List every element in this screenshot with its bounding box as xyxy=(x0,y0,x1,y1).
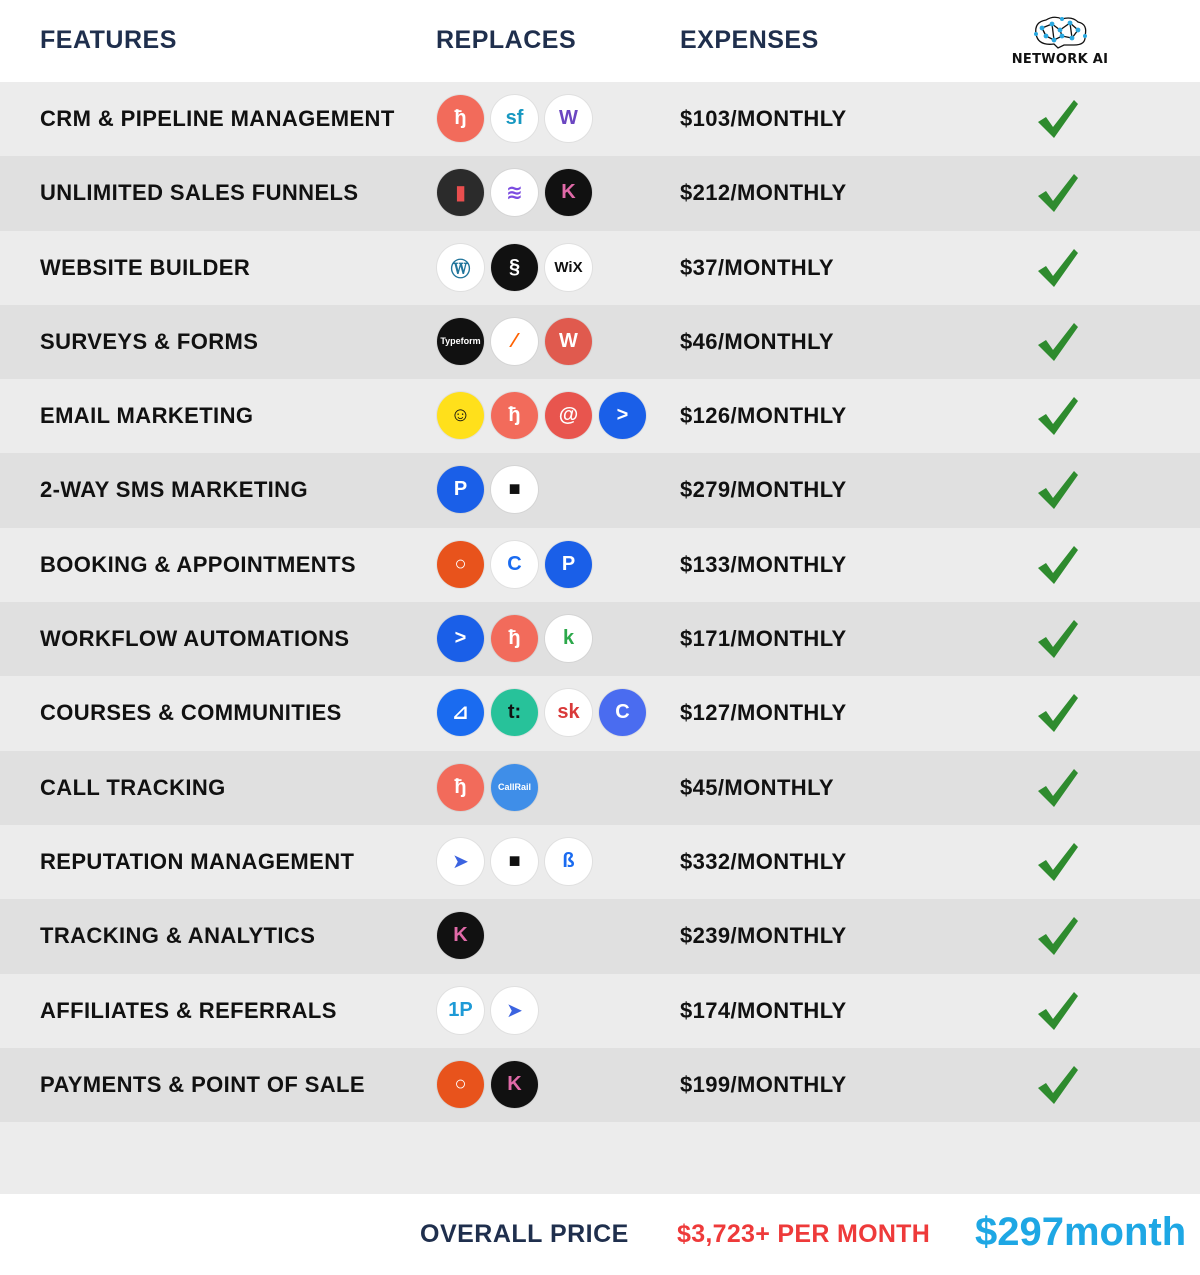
table-row xyxy=(0,528,1200,602)
price-footer xyxy=(0,1194,1200,1275)
mailchimp-icon: ☺ xyxy=(437,392,484,439)
expense-value: $45/MONTHLY xyxy=(680,774,834,800)
check-icon xyxy=(1036,915,1080,957)
replaced-tools xyxy=(437,541,592,588)
table-row xyxy=(0,305,1200,379)
table-header xyxy=(0,0,1200,80)
table-row xyxy=(0,156,1200,230)
expense-value: $103/MONTHLY xyxy=(680,106,847,131)
table-row xyxy=(0,82,1200,156)
paper-plane-icon: ➤ xyxy=(491,987,538,1034)
replaced-tools xyxy=(437,689,646,736)
constant-contact-icon: @ xyxy=(545,392,592,439)
feature-name: 2-WAY SMS MARKETING xyxy=(40,477,308,503)
feature-name: REPUTATION MANAGEMENT xyxy=(40,848,355,874)
expense-value: $212/MONTHLY xyxy=(680,180,847,206)
table-row xyxy=(0,231,1200,305)
birdeye-icon: ■ xyxy=(491,838,538,885)
check-icon xyxy=(1036,841,1080,883)
old-price: $3,723+ PER MONTH xyxy=(677,1220,931,1248)
new-price: $297month xyxy=(975,1210,1187,1254)
wordpress-icon: Ⓦ xyxy=(437,244,484,291)
squarespace-icon: § xyxy=(491,244,538,291)
birdeye-icon: ■ xyxy=(491,466,538,513)
brand-name: NETWORK AI xyxy=(1011,52,1109,67)
activecampaign-icon: > xyxy=(437,615,484,662)
expense-value: $279/MONTHLY xyxy=(680,477,847,503)
check-icon xyxy=(1036,321,1080,363)
expense-value: $239/MONTHLY xyxy=(680,923,847,949)
skool-icon: sk xyxy=(545,689,592,736)
teachable-icon: t: xyxy=(491,689,538,736)
expense-value: $46/MONTHLY xyxy=(680,328,834,354)
check-icon xyxy=(1036,172,1080,214)
table-row xyxy=(0,453,1200,527)
check-icon xyxy=(1036,395,1080,437)
activecampaign-icon: > xyxy=(599,392,646,439)
replaced-tools xyxy=(437,912,484,959)
feature-name: WORKFLOW AUTOMATIONS xyxy=(40,626,350,652)
replaced-tools xyxy=(437,1061,538,1108)
hubspot-icon: ђ xyxy=(437,764,484,811)
expense-value: $332/MONTHLY xyxy=(680,848,847,874)
replaced-tools xyxy=(437,466,538,513)
feature-name: EMAIL MARKETING xyxy=(40,403,254,429)
table-row xyxy=(0,379,1200,453)
overall-price-label: OVERALL PRICE xyxy=(420,1220,629,1248)
keap-icon: k xyxy=(545,615,592,662)
hubspot-icon: ђ xyxy=(491,615,538,662)
feature-name: TRACKING & ANALYTICS xyxy=(40,923,316,949)
replaced-tools xyxy=(437,987,538,1034)
podium-icon: P xyxy=(437,466,484,513)
hubspot-icon: ђ xyxy=(491,392,538,439)
acuity-icon: ○ xyxy=(437,541,484,588)
table-row xyxy=(0,676,1200,750)
features-column-header: FEATURES xyxy=(40,26,177,54)
replaced-tools xyxy=(437,392,646,439)
firstpromoter-icon: 1P xyxy=(437,987,484,1034)
table-row xyxy=(0,751,1200,825)
check-icon xyxy=(1036,618,1080,660)
replaced-tools xyxy=(437,169,592,216)
expense-value: $126/MONTHLY xyxy=(680,403,847,429)
feature-name: WEBSITE BUILDER xyxy=(40,254,251,280)
check-icon xyxy=(1036,767,1080,809)
expenses-column-header: EXPENSES xyxy=(680,26,819,54)
kajabi-icon: K xyxy=(437,912,484,959)
salesforce-icon: sf xyxy=(491,95,538,142)
kartra-icon: ⊿ xyxy=(437,689,484,736)
replaced-tools xyxy=(437,244,592,291)
network-brain-icon xyxy=(1028,14,1092,50)
check-icon xyxy=(1036,990,1080,1032)
table-row xyxy=(0,899,1200,973)
replaced-tools xyxy=(437,95,592,142)
expense-value: $174/MONTHLY xyxy=(680,997,847,1023)
expense-value: $199/MONTHLY xyxy=(680,1071,847,1097)
layers-icon: ≋ xyxy=(491,169,538,216)
replaced-tools xyxy=(437,764,538,811)
jotform-icon: ⁄ xyxy=(491,318,538,365)
table-row xyxy=(0,974,1200,1048)
table-spacer xyxy=(0,1122,1200,1194)
feature-name: PAYMENTS & POINT OF SALE xyxy=(40,1071,365,1097)
expense-value: $133/MONTHLY xyxy=(680,551,847,577)
circle-icon: C xyxy=(599,689,646,736)
feature-name: AFFILIATES & REFERRALS xyxy=(40,997,337,1023)
feature-name: UNLIMITED SALES FUNNELS xyxy=(40,180,359,206)
check-icon xyxy=(1036,544,1080,586)
table-row xyxy=(0,1048,1200,1122)
typeform-icon: Typeform xyxy=(437,318,484,365)
feature-name: CRM & PIPELINE MANAGEMENT xyxy=(40,106,395,131)
clickfunnels-icon: ▮ xyxy=(437,169,484,216)
wix-icon: WiX xyxy=(545,244,592,291)
replaced-tools xyxy=(437,838,592,885)
hubspot-icon: ђ xyxy=(437,95,484,142)
replaced-tools xyxy=(437,615,592,662)
calendly-icon: C xyxy=(491,541,538,588)
wufoo-icon: W xyxy=(545,318,592,365)
workflowy-icon: W xyxy=(545,95,592,142)
replaced-tools xyxy=(437,318,592,365)
feature-name: BOOKING & APPOINTMENTS xyxy=(40,551,356,577)
check-icon xyxy=(1036,98,1080,140)
check-icon xyxy=(1036,692,1080,734)
check-icon xyxy=(1036,469,1080,511)
check-icon xyxy=(1036,1064,1080,1106)
feature-name: SURVEYS & FORMS xyxy=(40,328,259,354)
expense-value: $171/MONTHLY xyxy=(680,626,847,652)
kajabi-icon: K xyxy=(545,169,592,216)
comparison-table xyxy=(0,82,1200,1122)
acuity-icon: ○ xyxy=(437,1061,484,1108)
kajabi-icon: K xyxy=(491,1061,538,1108)
check-icon xyxy=(1036,247,1080,289)
table-row xyxy=(0,602,1200,676)
paper-plane-icon: ➤ xyxy=(437,838,484,885)
feature-name: COURSES & COMMUNITIES xyxy=(40,700,342,726)
network-ai-logo xyxy=(1000,14,1120,76)
callrail-icon: CallRail xyxy=(491,764,538,811)
feature-name: CALL TRACKING xyxy=(40,774,226,800)
table-row xyxy=(0,825,1200,899)
yotpo-icon: ß xyxy=(545,838,592,885)
expense-value: $127/MONTHLY xyxy=(680,700,847,726)
replaces-column-header: REPLACES xyxy=(436,26,577,54)
expense-value: $37/MONTHLY xyxy=(680,254,834,280)
podium-icon: P xyxy=(545,541,592,588)
